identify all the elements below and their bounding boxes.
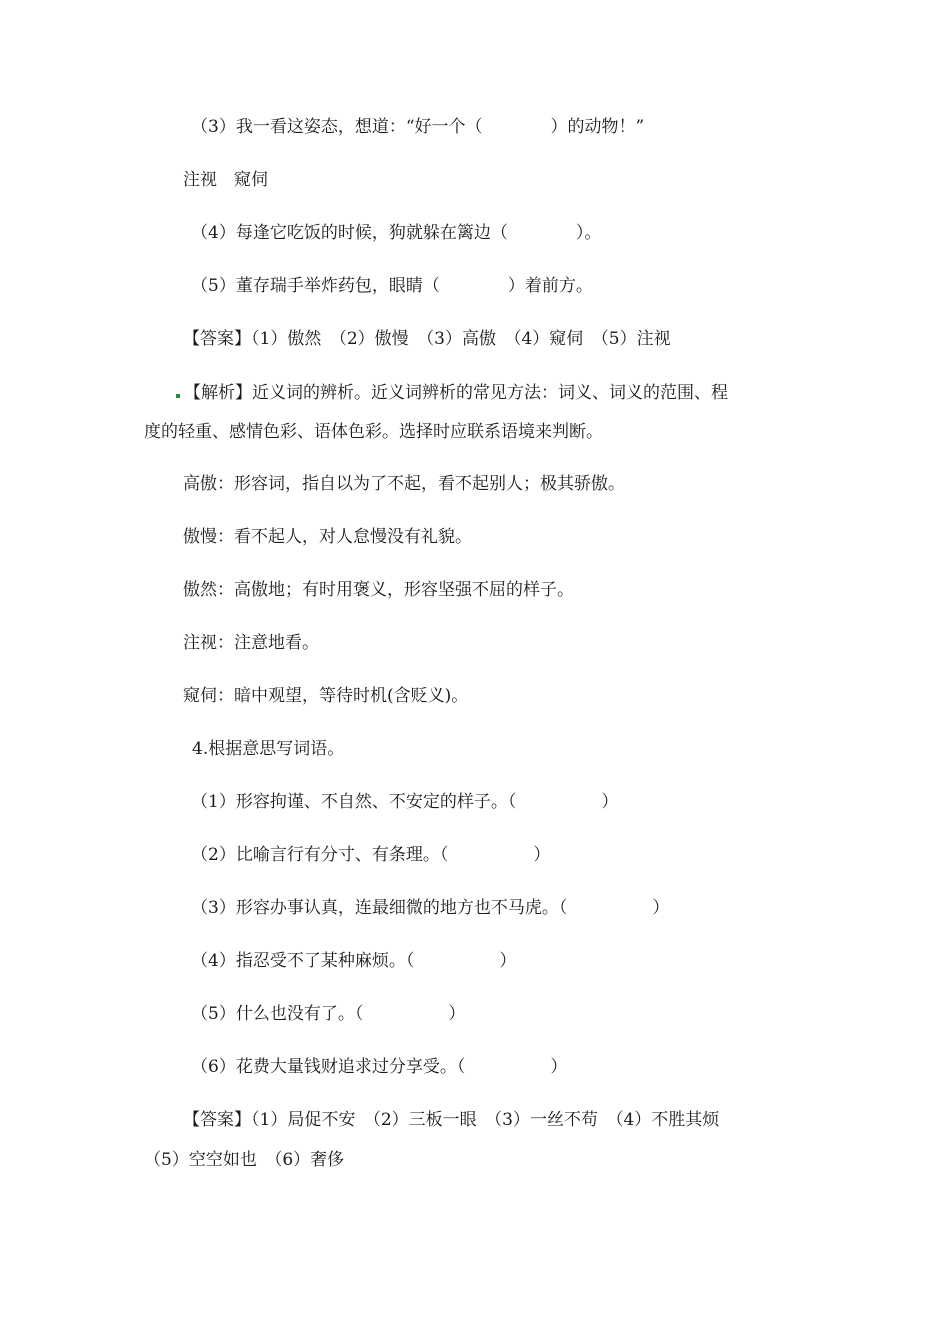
answer-q4-line-2: （5）空空如也 （6）奢侈 bbox=[144, 1150, 345, 1170]
analysis-line-1 bbox=[176, 382, 728, 404]
definition-zhushi: 注视：注意地看。 bbox=[183, 633, 319, 653]
question-4-title: 4.根据意思写词语。 bbox=[192, 739, 345, 759]
q4-item-1: （1）形容拘谨、不自然、不安定的样子。（ ） bbox=[191, 792, 619, 812]
definition-kuisi: 窥伺：暗中观望，等待时机(含贬义)。 bbox=[183, 686, 469, 706]
margin-mark-icon bbox=[176, 394, 180, 398]
question-item-4: （4）每逢它吃饭的时候，狗就躲在篱边（ ）。 bbox=[191, 223, 602, 243]
answer-q3: 【答案】（1）傲然 （2）傲慢 （3）高傲 （4）窥伺 （5）注视 bbox=[183, 329, 671, 349]
question-item-5: （5）董存瑞手举炸药包，眼睛（ ）着前方。 bbox=[191, 276, 593, 296]
q4-item-3: （3）形容办事认真，连最细微的地方也不马虎。（ ） bbox=[191, 898, 670, 918]
definition-aoran: 傲然：高傲地；有时用褒义，形容坚强不屈的样子。 bbox=[183, 580, 574, 600]
answer-q4-line-1: 【答案】（1）局促不安 （2）三板一眼 （3）一丝不苟 （4）不胜其烦 bbox=[183, 1110, 720, 1130]
question-item-3: （3）我一看这姿态，想道：“好一个（ ）的动物！” bbox=[191, 117, 645, 137]
q4-item-6: （6）花费大量钱财追求过分享受。（ ） bbox=[191, 1057, 568, 1077]
q4-item-2: （2）比喻言行有分寸、有条理。（ ） bbox=[191, 845, 551, 865]
analysis-line-2: 度的轻重、感情色彩、语体色彩。选择时应联系语境来判断。 bbox=[144, 422, 603, 442]
word-options: 注视 窥伺 bbox=[183, 170, 268, 190]
q4-item-5: （5）什么也没有了。（ ） bbox=[191, 1004, 466, 1024]
definition-aoman: 傲慢：看不起人，对人怠慢没有礼貌。 bbox=[183, 527, 472, 547]
analysis-text-1: 【解析】近义词的辨析。近义词辨析的常见方法：词义、词义的范围、程 bbox=[184, 383, 728, 403]
q4-item-4: （4）指忍受不了某种麻烦。（ ） bbox=[191, 951, 517, 971]
definition-gaoao: 高傲：形容词，指自以为了不起，看不起别人；极其骄傲。 bbox=[183, 474, 625, 494]
